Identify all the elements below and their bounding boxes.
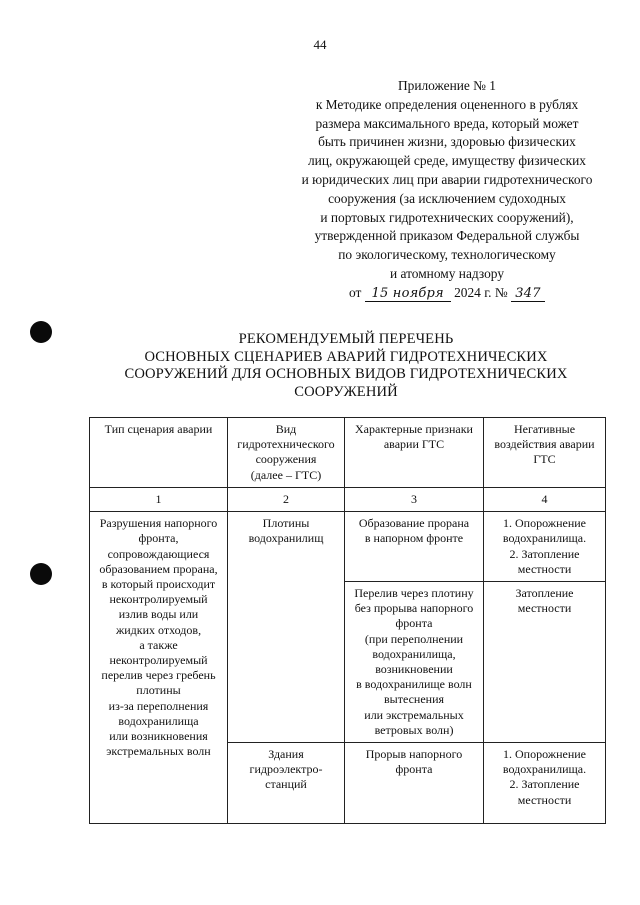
- impact-cell: Затопление местности: [484, 582, 606, 743]
- structure-type-cell: Здания гидроэлектро- станций: [228, 743, 345, 824]
- scenario-type-cell: Разрушения напорного фронта, сопровождающиеся образованием прорана, в который происходит неконтролируемый излив воды или жидких отходов, а также неконтролируемый перелив через гребень плотины из-за переполнения водохранилища или возникновения экстремальных волн: [90, 512, 228, 824]
- title-line: ОСНОВНЫХ СЦЕНАРИЕВ АВАРИЙ ГИДРОТЕХНИЧЕСКИХ: [144, 348, 548, 365]
- appendix-line: и портовых гидротехнических сооружений),: [320, 209, 574, 225]
- column-number: 1: [90, 488, 228, 512]
- appendix-line: и юридических лиц при аварии гидротехнического: [301, 171, 593, 187]
- document-title: [96, 331, 596, 401]
- appendix-line: быть причинен жизни, здоровью физических: [318, 134, 576, 150]
- title-line: СООРУЖЕНИЙ ДЛЯ ОСНОВНЫХ ВИДОВ ГИДРОТЕХНИЧЕСКИХ: [124, 366, 568, 383]
- appendix-line: размера максимального вреда, который может: [315, 115, 579, 131]
- column-number: 2: [228, 488, 345, 512]
- appendix-line: и атомному надзору: [389, 265, 505, 281]
- title-line: РЕКОМЕНДУЕМЫЙ ПЕРЕЧЕНЬ: [238, 331, 454, 347]
- appendix-header: [262, 77, 632, 303]
- page-number: 44: [313, 37, 327, 52]
- header-cell: Тип сценария аварии: [90, 418, 228, 488]
- appendix-line: Приложение № 1: [397, 78, 497, 93]
- table-header-row: [90, 418, 606, 488]
- order-date-line: [262, 284, 632, 303]
- table-row: [90, 512, 606, 582]
- header-cell: Негативные воздействия аварии ГТС: [484, 418, 606, 488]
- accident-sign-cell: Образование прорана в напорном фронте: [345, 512, 484, 582]
- scenarios-table: [89, 417, 606, 824]
- date-prefix: от: [348, 284, 362, 300]
- handwritten-date: 15 ноября: [365, 287, 451, 302]
- structure-type-cell: Плотины водохранилищ: [228, 512, 345, 743]
- column-number: 3: [345, 488, 484, 512]
- appendix-line: сооружения (за исключением судоходных: [328, 190, 566, 206]
- header-cell: Характерные признаки аварии ГТС: [345, 418, 484, 488]
- accident-sign-cell: Прорыв напорного фронта: [345, 743, 484, 824]
- binder-hole-mark: [30, 563, 52, 585]
- appendix-line: утвержденной приказом Федеральной службы: [314, 228, 580, 244]
- column-number-row: [90, 488, 606, 512]
- handwritten-order-number: 347: [511, 287, 545, 302]
- column-number: 4: [484, 488, 606, 512]
- appendix-line: по экологическому, технологическому: [338, 247, 556, 263]
- binder-hole-mark: [30, 321, 52, 343]
- year-text: 2024 г. №: [454, 284, 508, 300]
- appendix-line: к Методике определения оцененного в рублях: [315, 96, 579, 112]
- impact-cell: 1. Опорожнение водохранилища. 2. Затопление местности: [484, 743, 606, 824]
- header-cell: Вид гидротехнического сооружения (далее – ГТС): [228, 418, 345, 488]
- impact-cell: 1. Опорожнение водохранилища. 2. Затопление местности: [484, 512, 606, 582]
- title-line: СООРУЖЕНИЙ: [294, 383, 398, 400]
- appendix-line: лиц, окружающей среде, имуществу физических: [307, 153, 587, 169]
- accident-sign-cell: Перелив через плотину без прорыва напорного фронта (при переполнении водохранилища, возникновении в водохранилище волн вытеснения или экстремальных ветровых волн): [345, 582, 484, 743]
